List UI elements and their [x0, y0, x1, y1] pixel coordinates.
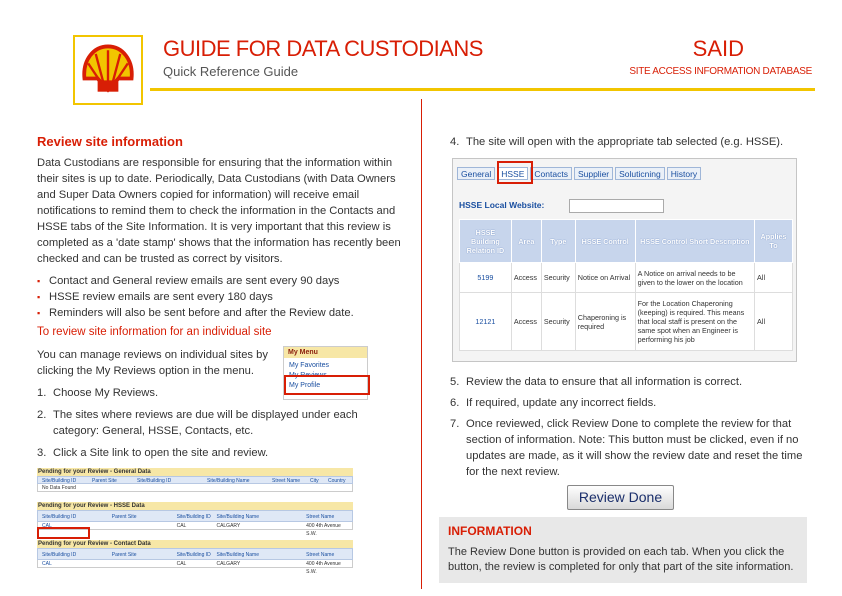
pending-hsse-header — [37, 510, 353, 522]
review-done-button[interactable]: Review Done — [567, 485, 674, 510]
table-cell: CALGARY — [216, 561, 241, 567]
col-header: Site/Building ID — [176, 514, 211, 520]
app-acronym: SAID — [692, 36, 744, 61]
table-row — [460, 263, 793, 293]
table-cell: Access — [511, 293, 541, 351]
table-row — [37, 560, 353, 575]
information-title: INFORMATION — [448, 524, 532, 538]
header-rule — [150, 88, 815, 91]
step-text: Choose My Reviews. — [53, 387, 159, 399]
col-header: Site/Building ID — [42, 478, 77, 484]
sub-heading: To review site information for an individual site — [37, 326, 272, 338]
hsse-tab-highlight — [497, 161, 533, 184]
column-divider — [421, 99, 422, 589]
tab-contacts[interactable]: Contacts — [530, 167, 572, 180]
information-text: The Review Done button is provided on each tab. When you click the button, the review is completed for only that part of the site information. — [448, 546, 794, 573]
pending-reviews-panel — [37, 466, 353, 586]
bullet-item: ▪ HSSE review emails are sent every 180 days — [37, 289, 405, 305]
pending-general-header — [37, 476, 353, 484]
step-number: 2. — [37, 409, 47, 421]
pending-hsse-title: Pending for your Review - HSSE Data — [37, 502, 353, 510]
menu-item-my-profile[interactable]: My Profile — [289, 382, 321, 389]
col-header: Applies To — [755, 220, 793, 263]
menu-item-my-reviews[interactable]: My Reviews — [289, 372, 327, 379]
local-website-label: HSSE Local Website: — [459, 200, 545, 210]
col-header: Area — [511, 220, 541, 263]
table-cell: Notice on Arrival — [575, 263, 635, 293]
step-number: 3. — [37, 447, 47, 459]
table-row — [460, 293, 793, 351]
tab-hsse[interactable]: HSSE — [497, 167, 528, 180]
table-cell — [108, 560, 173, 567]
pending-general-title: Pending for your Review - General Data — [37, 468, 353, 476]
shell-logo — [73, 35, 143, 105]
step-number: 6. — [450, 397, 460, 409]
my-menu-title: My Menu — [284, 347, 367, 358]
pending-contact-title: Pending for your Review - Contact Data — [37, 540, 353, 548]
col-header: Street Name — [306, 552, 335, 558]
step-7 — [450, 416, 805, 480]
document-title: GUIDE FOR DATA CUSTODIANS — [163, 36, 483, 61]
step-3 — [37, 445, 377, 461]
site-link-highlight — [37, 527, 90, 539]
my-reviews-highlight — [284, 375, 370, 395]
col-header: Site/Building ID — [42, 552, 77, 558]
table-cell: CAL — [176, 523, 187, 529]
col-header: Parent Site — [92, 478, 117, 484]
sub-text: You can manage reviews on individual sites by clicking the My Reviews option in the menu. — [37, 349, 268, 377]
information-box — [439, 517, 807, 583]
table-cell: A Notice on arrival needs to be given to the lower on the location — [635, 263, 754, 293]
step-text: The sites where reviews are due will be displayed under each category: General, HSSE, Contacts, etc. — [53, 409, 358, 437]
col-header: Type — [541, 220, 575, 263]
step-text: Click a Site link to open the site and review. — [53, 447, 269, 459]
table-cell: 400 4th Avenue S.W. — [306, 523, 341, 537]
col-header: Site/Building ID — [176, 552, 211, 558]
table-cell: Security — [541, 293, 575, 351]
table-cell: No Data Found — [42, 485, 76, 491]
hsse-controls-table — [459, 219, 793, 351]
table-cell: Chaperoning is required — [575, 293, 635, 351]
col-header: Country — [328, 478, 346, 484]
col-header: City — [310, 478, 319, 484]
table-cell: CALGARY — [216, 523, 241, 529]
menu-item-my-favorites[interactable]: My Favorites — [289, 362, 330, 369]
table-cell: Security — [541, 263, 575, 293]
step-text: The site will open with the appropriate tab selected (e.g. HSSE). — [466, 136, 784, 148]
col-header: HSSE Building Relation ID — [460, 220, 512, 263]
tab-solutioning[interactable]: Soluticning — [615, 167, 665, 180]
table-row — [37, 484, 353, 492]
relation-id-link[interactable]: 12121 — [460, 293, 512, 351]
local-website-input[interactable] — [569, 199, 664, 213]
col-header: Site/Building ID — [42, 514, 77, 520]
tab-general[interactable]: General — [457, 167, 495, 180]
document-subtitle: Quick Reference Guide — [163, 64, 299, 79]
step-4 — [450, 134, 805, 150]
col-header: Site/Building Name — [207, 478, 250, 484]
app-full-name: SITE ACCESS INFORMATION DATABASE — [629, 66, 812, 77]
step-number: 7. — [450, 418, 460, 430]
col-header: Site/Building Name — [216, 552, 259, 558]
step-6 — [450, 395, 805, 411]
section-heading: Review site information — [37, 134, 183, 149]
bullet-item: ▪ Reminders will also be sent before and after the Review date. — [37, 305, 405, 321]
tab-supplier[interactable]: Supplier — [574, 167, 613, 180]
col-header: Street Name — [306, 514, 335, 520]
step-number: 1. — [37, 387, 47, 399]
step-text: Review the data to ensure that all information is correct. — [466, 376, 743, 388]
shell-pecten-icon — [75, 37, 141, 103]
site-link[interactable]: CAL — [42, 561, 52, 567]
col-header: HSSE Control Short Description — [635, 220, 754, 263]
step-text: Once reviewed, click Review Done to complete the review for that section of information. Note: This button must be clicked, even if no updates are made, as it will show the review date and reset the time for the next review. — [466, 418, 803, 478]
col-header: Parent Site — [111, 514, 137, 520]
step-text: If required, update any incorrect fields. — [466, 397, 657, 409]
table-cell: All — [755, 293, 793, 351]
table-cell: Access — [511, 263, 541, 293]
col-header: Site/Building Name — [216, 514, 259, 520]
col-header: HSSE Control — [575, 220, 635, 263]
relation-id-link[interactable]: 5199 — [460, 263, 512, 293]
review-bullets — [37, 273, 405, 321]
step-5 — [450, 374, 805, 390]
table-cell: CAL — [176, 561, 187, 567]
col-header: Site/Building ID — [137, 478, 172, 484]
pending-contact-header — [37, 548, 353, 560]
col-header: Parent Site — [111, 552, 137, 558]
bullet-item: ▪ Contact and General review emails are sent every 90 days — [37, 273, 405, 289]
step-2 — [37, 407, 377, 439]
table-cell: For the Location Chaperoning (keeping) is required. This means that local staff is present on the same spot when an Engineer is performing his job — [635, 293, 754, 351]
step-number: 5. — [450, 376, 460, 388]
hsse-tab-panel — [452, 158, 797, 362]
table-cell: All — [755, 263, 793, 293]
site-tabs — [457, 167, 703, 180]
site-link[interactable]: CAL — [42, 523, 52, 529]
step-number: 4. — [450, 136, 460, 148]
table-cell: 400 4th Avenue S.W. — [306, 561, 341, 575]
table-cell — [108, 522, 173, 529]
col-header: Street Name — [272, 478, 301, 484]
tab-history[interactable]: History — [667, 167, 701, 180]
intro-paragraph: Data Custodians are responsible for ensuring that the information within their sites is up to date. Periodically, Data Custodians (with Data Owners and Super Data Owners copied for information) will receive email notifications to remind them to check the information in the Contacts and HSSE tabs of the Site Information. It is very important that this review is completed as a 'date stamp' shows that the information has recently been checked and can be trusted as correct by visitors. — [37, 157, 401, 265]
